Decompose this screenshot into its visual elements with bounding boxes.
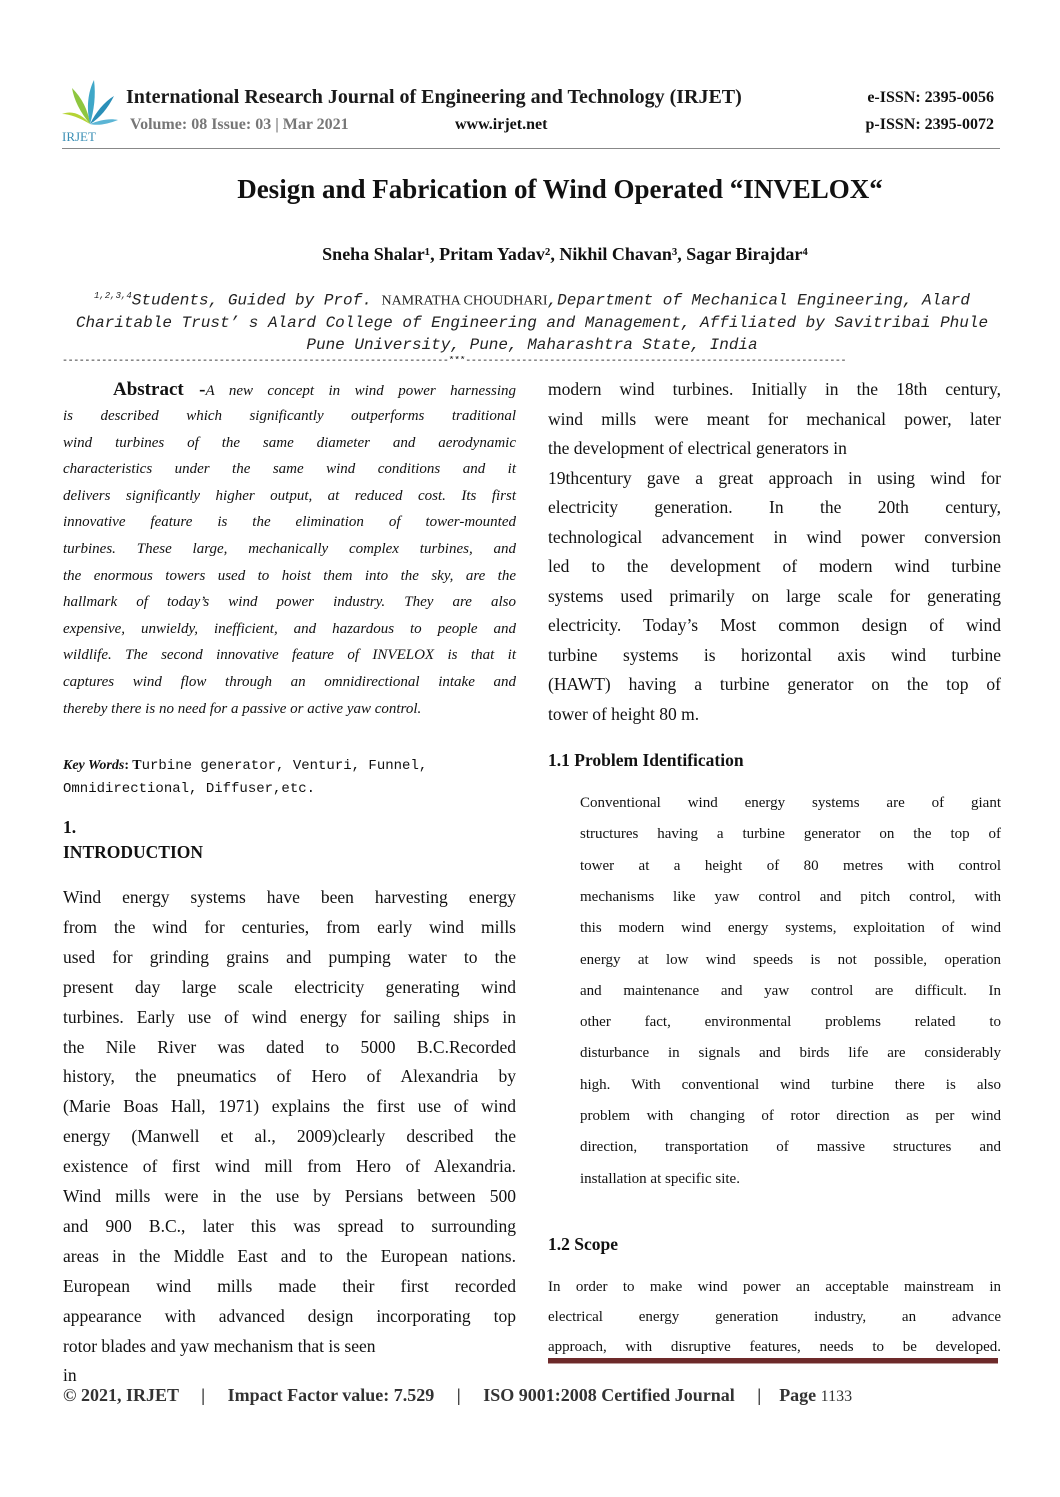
scope-line: electrical energy generation industry, an advance xyxy=(548,1309,1001,1325)
body-line: systems used primarily on large scale for generating xyxy=(548,585,1001,606)
problem-line: disturbance in signals and birds life are considerably xyxy=(580,1045,1001,1062)
abstract-line: thereby there is no need for a passive or active yaw control. xyxy=(63,700,422,717)
problem-line: other fact, environmental problems related to xyxy=(580,1014,1001,1031)
problem-line: high. With conventional wind turbine there is also xyxy=(580,1076,1001,1093)
body-line: technological advancement in wind power conversion xyxy=(548,526,1001,547)
problem-line: Conventional wind energy systems are of giant xyxy=(580,795,1001,811)
problem-line: problem with changing of rotor direction as per wind xyxy=(580,1108,1001,1124)
journal-name: International Research Journal of Engineering and Technology (IRJET) xyxy=(126,86,742,108)
intro-line: and 900 B.C., later this was spread to surrounding xyxy=(63,1215,516,1236)
intro-heading: INTRODUCTION xyxy=(63,842,204,862)
footer: © 2021, IRJET | Impact Factor value: 7.529 | ISO 9001:2008 Certified Journal | Page 1133 xyxy=(63,1385,853,1405)
body-line: tower of height 80 m. xyxy=(548,703,700,724)
problem-line: energy at low wind speeds is not possible, operation xyxy=(580,951,1001,968)
affiliation xyxy=(62,285,1002,356)
abstract-line: captures wind flow through an omnidirectional intake and xyxy=(63,674,516,690)
affil-superscript: 1,2,3,4 xyxy=(93,291,132,301)
body-line: turbine systems is horizontal axis wind turbine xyxy=(548,644,1001,665)
intro-number: 1. xyxy=(63,817,77,837)
intro-line: in xyxy=(63,1365,77,1386)
problem-line: mechanisms like yaw control and pitch control, with xyxy=(580,888,1001,905)
intro-line: appearance with advanced design incorporating top xyxy=(63,1305,516,1326)
intro-line: Wind energy systems have been harvesting energy xyxy=(63,887,516,907)
body-line: led to the development of modern wind turbine xyxy=(548,556,1001,576)
body-line: the development of electrical generators in xyxy=(548,438,847,458)
footer-iso: ISO 9001:2008 Certified Journal xyxy=(483,1385,735,1405)
abstract-line: wildlife. The second innovative feature of INVELOX is that it xyxy=(63,647,516,664)
volume-issue: Volume: 08 Issue: 03 | Mar 2021 xyxy=(130,116,349,133)
intro-line: areas in the Middle East and to the European nations. xyxy=(63,1245,516,1266)
abstract-line: innovative feature is the elimination of tower-mounted xyxy=(63,514,516,531)
problem-line: tower at a height of 80 metres with control xyxy=(580,857,1001,874)
intro-line: turbines. Early use of wind energy for sailing ships in xyxy=(63,1006,516,1027)
abstract-line: expensive, unwieldy, inefficient, and hazardous to people and xyxy=(63,620,516,637)
page-number: 1133 xyxy=(820,1388,853,1405)
paper-title: Design and Fabrication of Wind Operated “INVELOX“ xyxy=(237,174,883,204)
keywords-text: urbine generator, Venturi, Funnel, Omnidirectional, Diffuser,etc. xyxy=(63,758,428,797)
keywords-label: Key Words xyxy=(63,758,125,773)
abstract-line: hallmark of today’s wind power industry. They are also xyxy=(63,594,516,611)
intro-line: (Marie Boas Hall, 1971) explains the first use of wind xyxy=(63,1096,516,1117)
p-issn: p-ISSN: 2395-0072 xyxy=(865,116,994,133)
footer-copyright: © 2021, IRJET xyxy=(63,1385,179,1405)
problem-line: and maintenance and yaw control are difficult. In xyxy=(580,982,1001,999)
body-line: electricity generation. In the 20th century, xyxy=(548,497,1001,517)
intro-line: history, the pneumatics of Hero of Alexandria by xyxy=(63,1066,516,1087)
e-issn: e-ISSN: 2395-0056 xyxy=(867,89,994,106)
professor-name: NAMRATHA CHOUDHARI xyxy=(381,293,548,309)
abstract-line: turbines. These large, mechanically complex turbines, and xyxy=(63,541,516,557)
footer-divider xyxy=(548,1358,998,1364)
intro-line: the Nile River was dated to 5000 B.C.Recorded xyxy=(63,1036,516,1057)
intro-line: existence of first wind mill from Hero of Alexandria. xyxy=(63,1156,516,1177)
journal-url[interactable]: www.irjet.net xyxy=(455,116,548,133)
abstract-line: delivers significantly higher output, at reduced cost. Its first xyxy=(63,487,516,504)
authors: Sneha Shalar¹, Pritam Yadav², Nikhil Chavan³, Sagar Birajdar⁴ xyxy=(322,244,808,264)
irjet-logo xyxy=(60,78,120,144)
intro-line: European wind mills made their first recorded xyxy=(63,1275,516,1296)
intro-line: rotor blades and yaw mechanism that is seen xyxy=(63,1335,376,1356)
affil-line3: Pune University, Pune, Maharashtra State, India xyxy=(306,336,758,355)
logo-text: IRJET xyxy=(62,129,96,144)
problem-heading: 1.1 Problem Identification xyxy=(548,750,744,770)
problem-line: structures having a turbine generator on the top of xyxy=(580,826,1001,843)
header-divider xyxy=(62,148,1000,149)
footer-page-label: Page xyxy=(779,1385,817,1405)
body-line: electricity. Today’s Most common design of wind xyxy=(548,615,1001,635)
keywords: Key Words: Turbine generator, Venturi, Funnel, Omnidirectional, Diffuser,etc. xyxy=(63,758,428,797)
affil-line2: Charitable Trust’ s Alard College of Engineering and Management, Affiliated by Savitribai Phule xyxy=(75,314,989,333)
intro-line: energy (Manwell et al., 2009)clearly described the xyxy=(63,1126,516,1147)
scope-line: approach, with disruptive features, needs to be developed. xyxy=(548,1339,1001,1355)
leaf-logo-icon xyxy=(60,78,120,126)
abstract-line: wind turbines of the same diameter and aerodynamic xyxy=(63,434,516,451)
intro-line: used for grinding grains and pumping water to the xyxy=(63,946,516,967)
body-line: 19thcentury gave a great approach in using wind for xyxy=(548,467,1001,488)
footer-impact: Impact Factor value: 7.529 xyxy=(227,1385,435,1405)
scope-line: In order to make wind power an acceptable mainstream in xyxy=(548,1279,1001,1295)
problem-line: installation at specific site. xyxy=(580,1170,740,1187)
abstract-line: the enormous towers used to hoist them into the sky, are the xyxy=(63,567,516,584)
scope-heading: 1.2 Scope xyxy=(548,1234,618,1254)
abstract-line: characteristics under the same wind conditions and it xyxy=(63,461,516,478)
body-line: (HAWT) having a turbine generator on the top of xyxy=(548,674,1001,694)
intro-line: Wind mills were in the use by Persians between 500 xyxy=(63,1186,516,1206)
problem-line: direction, transportation of massive structures and xyxy=(580,1139,1001,1156)
body-line: modern wind turbines. Initially in the 18th century, xyxy=(548,379,1001,399)
abstract-label: Abstract - xyxy=(113,379,206,400)
affil-line1: ,Department of Mechanical Engineering, Alard xyxy=(547,291,970,310)
problem-line: this modern wind energy systems, exploitation of wind xyxy=(580,920,1001,937)
affil-pre: Students, Guided by Prof. xyxy=(131,291,372,310)
section-separator: ---------------------------------------------------------------------***-------------------------------------------------------------------- xyxy=(62,356,847,367)
intro-line: present day large scale electricity generating wind xyxy=(63,976,516,997)
abstract-line: Abstract -A new concept in wind power harnessing xyxy=(113,379,517,400)
intro-line: from the wind for centuries, from early wind mills xyxy=(63,916,516,937)
abstract-line: is described which significantly outperforms traditional xyxy=(63,408,516,424)
body-line: wind mills were meant for mechanical power, later xyxy=(548,408,1001,429)
